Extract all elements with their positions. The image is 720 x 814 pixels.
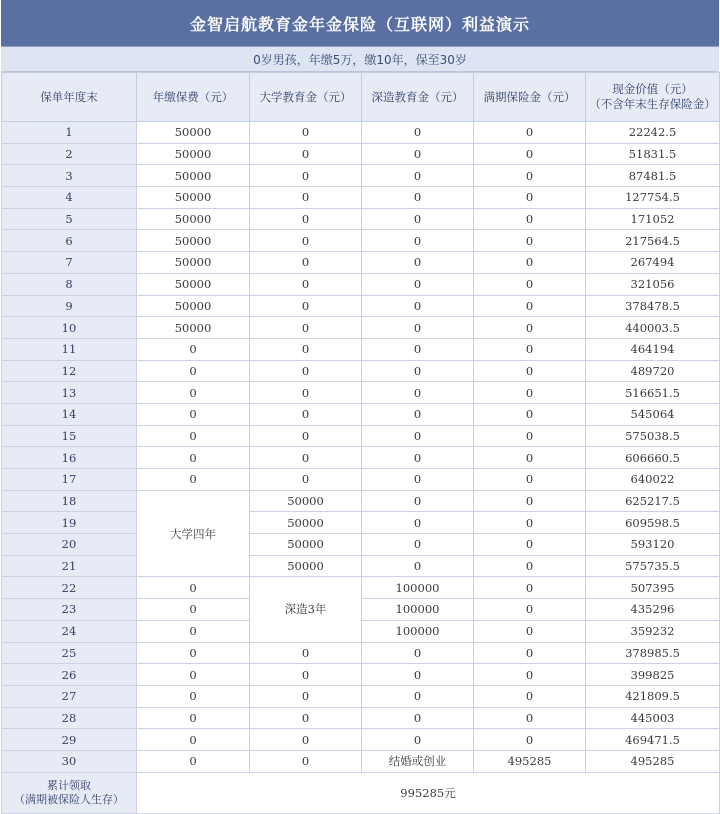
table-row bbox=[2, 685, 720, 707]
cell-further: 0 bbox=[362, 490, 474, 512]
cell-year: 25 bbox=[2, 642, 137, 664]
cell-college: 0 bbox=[250, 750, 362, 772]
cell-cash: 445003 bbox=[586, 707, 720, 729]
cell-premium: 0 bbox=[137, 707, 250, 729]
cell-cash: 575038.5 bbox=[586, 425, 720, 447]
cell-cash: 516651.5 bbox=[586, 382, 720, 404]
cell-year: 20 bbox=[2, 534, 137, 556]
cell-premium: 0 bbox=[137, 599, 250, 621]
header-maturity-benefit: 满期保险金（元） bbox=[474, 73, 586, 122]
header-cash-value bbox=[586, 73, 720, 122]
cell-college: 0 bbox=[250, 317, 362, 339]
cell-maturity: 0 bbox=[474, 230, 586, 252]
cell-cash: 267494 bbox=[586, 252, 720, 274]
cell-college: 0 bbox=[250, 469, 362, 491]
cumulative-label-line1: 累计领取 bbox=[47, 778, 91, 792]
table-row bbox=[2, 360, 720, 382]
cell-year: 16 bbox=[2, 447, 137, 469]
cell-year: 30 bbox=[2, 750, 137, 772]
cell-further: 0 bbox=[362, 143, 474, 165]
page-title: 金智启航教育金年金保险（互联网）利益演示 bbox=[1, 0, 719, 47]
cell-college: 0 bbox=[250, 338, 362, 360]
cell-maturity: 0 bbox=[474, 165, 586, 187]
table-body bbox=[2, 122, 720, 773]
cell-maturity: 0 bbox=[474, 317, 586, 339]
cell-cash: 640022 bbox=[586, 469, 720, 491]
cell-further: 0 bbox=[362, 165, 474, 187]
cell-maturity: 0 bbox=[474, 425, 586, 447]
cell-year: 17 bbox=[2, 469, 137, 491]
cell-college: 0 bbox=[250, 403, 362, 425]
table-row bbox=[2, 187, 720, 209]
cell-cash: 51831.5 bbox=[586, 143, 720, 165]
cell-premium: 50000 bbox=[137, 143, 250, 165]
cell-further: 0 bbox=[362, 729, 474, 751]
cell-maturity: 0 bbox=[474, 252, 586, 274]
cell-cash: 127754.5 bbox=[586, 187, 720, 209]
cell-premium: 50000 bbox=[137, 295, 250, 317]
cell-further: 0 bbox=[362, 425, 474, 447]
cell-further: 结婚或创业 bbox=[362, 750, 474, 772]
cell-college: 0 bbox=[250, 360, 362, 382]
cell-cash: 378478.5 bbox=[586, 295, 720, 317]
cell-maturity: 0 bbox=[474, 122, 586, 144]
cell-year: 19 bbox=[2, 512, 137, 534]
table-row bbox=[2, 469, 720, 491]
cell-premium: 0 bbox=[137, 620, 250, 642]
scenario-subtitle: 0岁男孩，年缴5万，缴10年，保至30岁 bbox=[1, 47, 719, 72]
cell-year: 5 bbox=[2, 208, 137, 230]
cell-premium: 0 bbox=[137, 382, 250, 404]
cell-maturity: 0 bbox=[474, 664, 586, 686]
cell-year: 7 bbox=[2, 252, 137, 274]
cell-cash: 593120 bbox=[586, 534, 720, 556]
cell-year: 15 bbox=[2, 425, 137, 447]
cell-cash: 469471.5 bbox=[586, 729, 720, 751]
cell-cash: 440003.5 bbox=[586, 317, 720, 339]
cell-year: 29 bbox=[2, 729, 137, 751]
cell-premium: 0 bbox=[137, 577, 250, 599]
table-row bbox=[2, 577, 720, 599]
cell-maturity: 0 bbox=[474, 707, 586, 729]
cell-maturity: 495285 bbox=[474, 750, 586, 772]
table-row bbox=[2, 642, 720, 664]
cell-year: 8 bbox=[2, 273, 137, 295]
table-row bbox=[2, 338, 720, 360]
benefit-illustration bbox=[1, 0, 719, 814]
cell-cash: 399825 bbox=[586, 664, 720, 686]
header-cash-value-line1: 现金价值（元） bbox=[612, 82, 693, 96]
cell-college: 0 bbox=[250, 295, 362, 317]
cell-further: 0 bbox=[362, 555, 474, 577]
cell-premium: 50000 bbox=[137, 165, 250, 187]
cell-premium: 50000 bbox=[137, 317, 250, 339]
table-row bbox=[2, 295, 720, 317]
cell-premium: 0 bbox=[137, 403, 250, 425]
cell-year: 13 bbox=[2, 382, 137, 404]
cell-cash: 464194 bbox=[586, 338, 720, 360]
cell-premium: 0 bbox=[137, 469, 250, 491]
cell-further: 0 bbox=[362, 230, 474, 252]
cell-cash: 171052 bbox=[586, 208, 720, 230]
cell-cash: 495285 bbox=[586, 750, 720, 772]
cell-premium: 0 bbox=[137, 338, 250, 360]
cell-cash: 575735.5 bbox=[586, 555, 720, 577]
cell-premium: 0 bbox=[137, 729, 250, 751]
table-row bbox=[2, 707, 720, 729]
cell-further: 0 bbox=[362, 187, 474, 209]
cell-maturity: 0 bbox=[474, 469, 586, 491]
cumulative-total: 995285元 bbox=[137, 772, 720, 813]
table-row bbox=[2, 664, 720, 686]
cell-maturity: 0 bbox=[474, 187, 586, 209]
table-row bbox=[2, 273, 720, 295]
cell-maturity: 0 bbox=[474, 620, 586, 642]
cell-year: 26 bbox=[2, 664, 137, 686]
cell-further: 0 bbox=[362, 295, 474, 317]
cell-premium: 0 bbox=[137, 664, 250, 686]
cell-premium: 50000 bbox=[137, 273, 250, 295]
cell-maturity: 0 bbox=[474, 295, 586, 317]
cell-maturity: 0 bbox=[474, 534, 586, 556]
cell-further: 0 bbox=[362, 469, 474, 491]
cell-premium: 0 bbox=[137, 447, 250, 469]
cell-year: 10 bbox=[2, 317, 137, 339]
cell-college: 0 bbox=[250, 707, 362, 729]
cell-maturity: 0 bbox=[474, 599, 586, 621]
cell-year: 11 bbox=[2, 338, 137, 360]
cell-further: 0 bbox=[362, 382, 474, 404]
cell-cash: 609598.5 bbox=[586, 512, 720, 534]
table-row bbox=[2, 534, 720, 556]
cell-college: 0 bbox=[250, 208, 362, 230]
cell-maturity: 0 bbox=[474, 447, 586, 469]
cell-college: 0 bbox=[250, 382, 362, 404]
table-row bbox=[2, 555, 720, 577]
cell-maturity: 0 bbox=[474, 403, 586, 425]
merged-further-study: 深造3年 bbox=[250, 577, 362, 642]
cell-cash: 421809.5 bbox=[586, 685, 720, 707]
cell-year: 14 bbox=[2, 403, 137, 425]
cell-year: 24 bbox=[2, 620, 137, 642]
cell-premium: 50000 bbox=[137, 122, 250, 144]
cell-premium: 0 bbox=[137, 750, 250, 772]
cell-cash: 545064 bbox=[586, 403, 720, 425]
cell-premium: 50000 bbox=[137, 187, 250, 209]
table-row bbox=[2, 382, 720, 404]
table-row bbox=[2, 317, 720, 339]
header-premium: 年缴保费（元） bbox=[137, 73, 250, 122]
cell-college: 0 bbox=[250, 187, 362, 209]
cell-year: 1 bbox=[2, 122, 137, 144]
cell-college: 0 bbox=[250, 729, 362, 751]
cell-cash: 359232 bbox=[586, 620, 720, 642]
cell-cash: 87481.5 bbox=[586, 165, 720, 187]
cell-premium: 0 bbox=[137, 642, 250, 664]
cell-premium: 0 bbox=[137, 360, 250, 382]
cell-cash: 625217.5 bbox=[586, 490, 720, 512]
cell-maturity: 0 bbox=[474, 642, 586, 664]
cell-cash: 321056 bbox=[586, 273, 720, 295]
cumulative-label-line2: （满期被保险人生存） bbox=[14, 792, 124, 806]
cell-cash: 435296 bbox=[586, 599, 720, 621]
cell-cash: 507395 bbox=[586, 577, 720, 599]
cell-further: 100000 bbox=[362, 620, 474, 642]
cell-premium: 0 bbox=[137, 685, 250, 707]
table-row bbox=[2, 490, 720, 512]
cell-maturity: 0 bbox=[474, 555, 586, 577]
cell-year: 18 bbox=[2, 490, 137, 512]
cell-maturity: 0 bbox=[474, 143, 586, 165]
header-year: 保单年度末 bbox=[2, 73, 137, 122]
cell-college: 0 bbox=[250, 252, 362, 274]
cell-further: 0 bbox=[362, 317, 474, 339]
cell-further: 0 bbox=[362, 360, 474, 382]
cell-maturity: 0 bbox=[474, 208, 586, 230]
header-college-fund: 大学教育金（元） bbox=[250, 73, 362, 122]
cumulative-row bbox=[2, 772, 720, 813]
cell-further: 0 bbox=[362, 664, 474, 686]
cell-further: 0 bbox=[362, 512, 474, 534]
cell-college: 0 bbox=[250, 642, 362, 664]
cell-cash: 22242.5 bbox=[586, 122, 720, 144]
cell-year: 9 bbox=[2, 295, 137, 317]
cell-year: 12 bbox=[2, 360, 137, 382]
merged-college-years: 大学四年 bbox=[137, 490, 250, 577]
cell-maturity: 0 bbox=[474, 490, 586, 512]
table-row bbox=[2, 729, 720, 751]
table-row bbox=[2, 425, 720, 447]
cell-maturity: 0 bbox=[474, 338, 586, 360]
cell-further: 0 bbox=[362, 642, 474, 664]
cell-maturity: 0 bbox=[474, 577, 586, 599]
table-row bbox=[2, 165, 720, 187]
cell-maturity: 0 bbox=[474, 729, 586, 751]
cell-further: 0 bbox=[362, 252, 474, 274]
cell-year: 4 bbox=[2, 187, 137, 209]
table-row bbox=[2, 208, 720, 230]
table-row bbox=[2, 122, 720, 144]
cell-year: 23 bbox=[2, 599, 137, 621]
cell-college: 0 bbox=[250, 447, 362, 469]
cell-college: 0 bbox=[250, 143, 362, 165]
cell-cash: 217564.5 bbox=[586, 230, 720, 252]
cell-cash: 378985.5 bbox=[586, 642, 720, 664]
benefit-table bbox=[1, 72, 720, 814]
cell-college: 0 bbox=[250, 425, 362, 447]
cell-further: 0 bbox=[362, 403, 474, 425]
cell-premium: 50000 bbox=[137, 208, 250, 230]
table-row bbox=[2, 447, 720, 469]
cell-college: 50000 bbox=[250, 534, 362, 556]
cell-maturity: 0 bbox=[474, 512, 586, 534]
cell-further: 100000 bbox=[362, 599, 474, 621]
cell-further: 0 bbox=[362, 685, 474, 707]
cell-college: 0 bbox=[250, 122, 362, 144]
cell-further: 100000 bbox=[362, 577, 474, 599]
cell-year: 21 bbox=[2, 555, 137, 577]
cell-college: 50000 bbox=[250, 512, 362, 534]
cell-further: 0 bbox=[362, 707, 474, 729]
cell-maturity: 0 bbox=[474, 360, 586, 382]
cell-further: 0 bbox=[362, 447, 474, 469]
cell-further: 0 bbox=[362, 338, 474, 360]
table-row bbox=[2, 403, 720, 425]
cell-college: 0 bbox=[250, 165, 362, 187]
cell-college: 0 bbox=[250, 230, 362, 252]
cell-maturity: 0 bbox=[474, 382, 586, 404]
cell-year: 27 bbox=[2, 685, 137, 707]
cell-college: 0 bbox=[250, 273, 362, 295]
table-row bbox=[2, 512, 720, 534]
cell-year: 2 bbox=[2, 143, 137, 165]
cell-further: 0 bbox=[362, 122, 474, 144]
table-row bbox=[2, 230, 720, 252]
cell-cash: 489720 bbox=[586, 360, 720, 382]
table-row bbox=[2, 143, 720, 165]
header-further-study-fund: 深造教育金（元） bbox=[362, 73, 474, 122]
cell-college: 0 bbox=[250, 685, 362, 707]
cell-premium: 50000 bbox=[137, 230, 250, 252]
cell-further: 0 bbox=[362, 534, 474, 556]
cell-college: 50000 bbox=[250, 490, 362, 512]
cell-year: 22 bbox=[2, 577, 137, 599]
cell-college: 50000 bbox=[250, 555, 362, 577]
table-row bbox=[2, 252, 720, 274]
cell-further: 0 bbox=[362, 208, 474, 230]
cell-year: 3 bbox=[2, 165, 137, 187]
cell-year: 28 bbox=[2, 707, 137, 729]
cell-college: 0 bbox=[250, 664, 362, 686]
cell-maturity: 0 bbox=[474, 685, 586, 707]
cumulative-label bbox=[2, 772, 137, 813]
header-cash-value-line2: （不含年末生存保险金） bbox=[589, 97, 716, 111]
table-row bbox=[2, 750, 720, 772]
cell-premium: 0 bbox=[137, 425, 250, 447]
cell-year: 6 bbox=[2, 230, 137, 252]
cell-premium: 50000 bbox=[137, 252, 250, 274]
table-header-row bbox=[2, 73, 720, 122]
cell-further: 0 bbox=[362, 273, 474, 295]
cell-maturity: 0 bbox=[474, 273, 586, 295]
cell-cash: 606660.5 bbox=[586, 447, 720, 469]
